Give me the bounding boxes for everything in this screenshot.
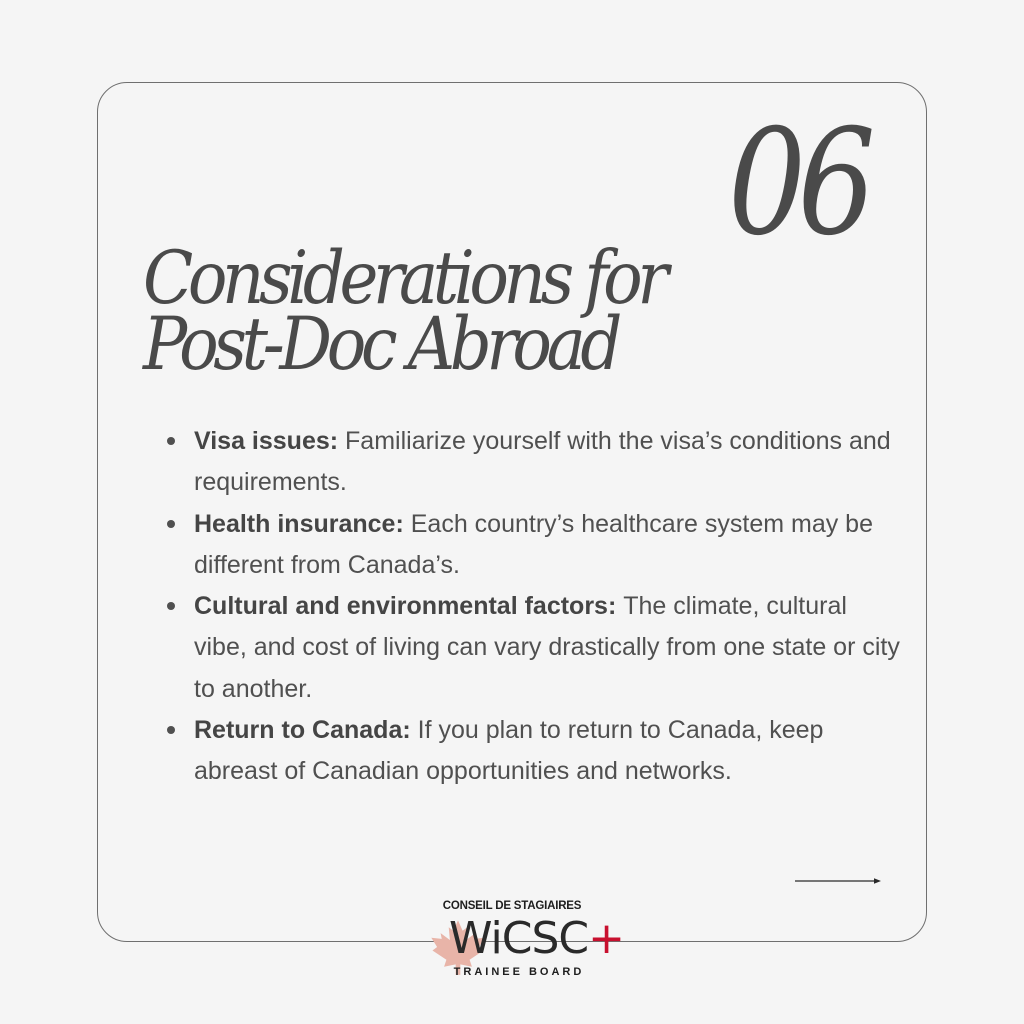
- logo-wordmark: [449, 914, 624, 964]
- point-text: If you plan to return to Canada, keep abreast of Canadian opportunities and networks.: [194, 716, 824, 786]
- point-term: Return to Canada:: [194, 716, 418, 745]
- logo-top-line: CONSEIL DE STAGIAIRES: [442, 900, 582, 912]
- list-item-health-insurance: [163, 504, 903, 587]
- slide-title: [143, 236, 664, 387]
- logo-wordmark-plus: +: [588, 913, 625, 964]
- point-text: Each country’s healthcare system may be different from Canada’s.: [194, 509, 873, 579]
- point-term: Cultural and environmental factors:: [194, 592, 624, 621]
- point-term: Health insurance:: [194, 509, 411, 538]
- considerations-list: [163, 421, 903, 793]
- slide-title-line-2: Post-Doc Abroad: [143, 302, 618, 387]
- logo-bottom-line: TRAINEE BOARD: [453, 966, 585, 978]
- point-text: The climate, cultural vibe, and cost of living can vary drastically from one state or city to another.: [194, 592, 900, 703]
- point-text: Familiarize yourself with the visa’s conditions and requirements.: [194, 427, 891, 497]
- list-item-visa: [163, 421, 903, 504]
- slide-title-line-1: Considerations for: [143, 236, 664, 321]
- point-term: Visa issues:: [194, 427, 346, 455]
- list-item-return-to-canada: [163, 710, 903, 793]
- wicsc-logo: [422, 900, 625, 984]
- bullet-icon: [167, 726, 175, 734]
- bullet-icon: [167, 520, 175, 528]
- logo-wordmark-main: WiCSC: [449, 913, 589, 964]
- slide-number: 06: [728, 98, 868, 268]
- bullet-icon: [167, 602, 175, 610]
- bullet-icon: [167, 437, 175, 445]
- list-item-cultural-factors: [163, 586, 903, 710]
- arrow-right-icon[interactable]: [795, 875, 881, 887]
